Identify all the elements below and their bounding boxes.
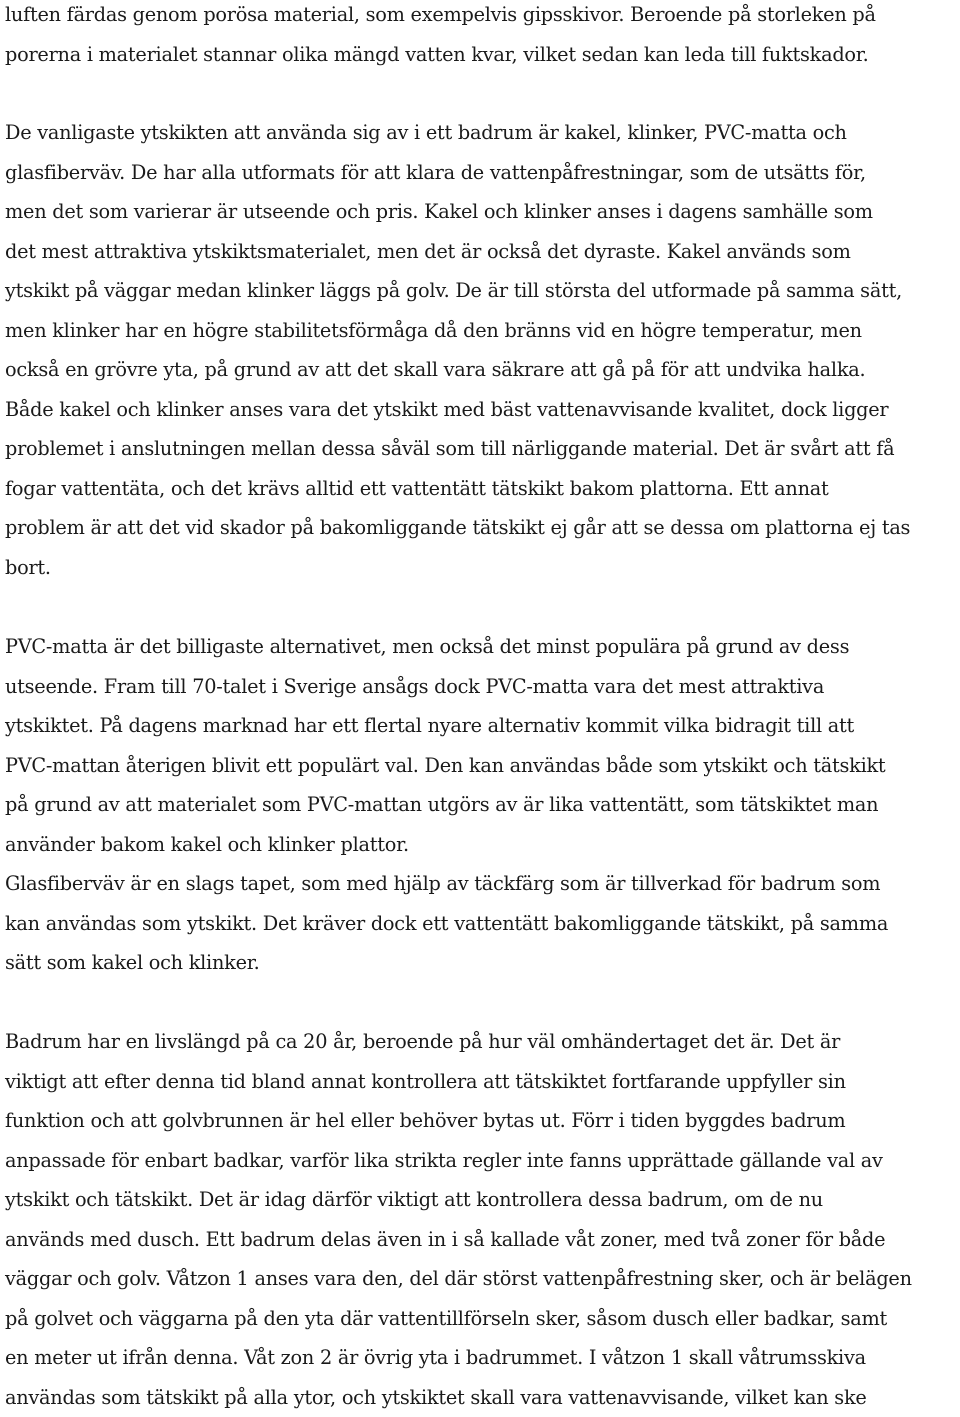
- text-line: på golvet och väggarna på den yta där vattentillförseln sker, såsom dusch eller badkar, samt: [5, 1299, 960, 1339]
- text-line: porerna i materialet stannar olika mängd vatten kvar, vilket sedan kan leda till fuktskador.: [5, 35, 960, 75]
- text-line: men det som varierar är utseende och pris. Kakel och klinker anses i dagens samhälle som: [5, 192, 960, 232]
- text-line: utseende. Fram till 70-talet i Sverige ansågs dock PVC-matta vara det mest attraktiva: [5, 667, 960, 707]
- paragraph-pvc-glassfiber: [5, 627, 960, 983]
- text-line: ytskiktet. På dagens marknad har ett flertal nyare alternativ kommit vilka bidragit till att: [5, 706, 960, 746]
- text-line: Glasfiberväv är en slags tapet, som med hjälp av täckfärg som är tillverkad för badrum som: [5, 864, 960, 904]
- text-line: Både kakel och klinker anses vara det ytskikt med bäst vattenavvisande kvalitet, dock ligger: [5, 390, 960, 430]
- paragraph-surface-layers: [5, 113, 960, 587]
- text-line: kan användas som ytskikt. Det kräver dock ett vattentätt bakomliggande tätskikt, på samma: [5, 904, 960, 944]
- text-line: luften färdas genom porösa material, som exempelvis gipsskivor. Beroende på storleken på: [5, 0, 960, 35]
- text-line: användas som tätskikt på alla ytor, och ytskiktet skall vara vattenavvisande, vilket kan ske: [5, 1378, 960, 1417]
- text-line: De vanligaste ytskikten att använda sig av i ett badrum är kakel, klinker, PVC-matta och: [5, 113, 960, 153]
- text-line: men klinker har en högre stabilitetsförmåga då den bränns vid en högre temperatur, men: [5, 311, 960, 351]
- text-line: problemet i anslutningen mellan dessa såväl som till närliggande material. Det är svårt att få: [5, 429, 960, 469]
- text-line: bort.: [5, 548, 960, 588]
- text-line: fogar vattentäta, och det krävs alltid ett vattentätt tätskikt bakom plattorna. Ett annat: [5, 469, 960, 509]
- text-line: glasfiberväv. De har alla utformats för att klara de vattenpåfrestningar, som de utsätts för,: [5, 153, 960, 193]
- text-line: det mest attraktiva ytskiktsmaterialet, men det är också det dyraste. Kakel används som: [5, 232, 960, 272]
- paragraph-bathroom-lifespan: [5, 1022, 960, 1417]
- text-line: funktion och att golvbrunnen är hel eller behöver bytas ut. Förr i tiden byggdes badrum: [5, 1101, 960, 1141]
- text-line: problem är att det vid skador på bakomliggande tätskikt ej går att se dessa om plattorna ej tas: [5, 508, 960, 548]
- text-line: en meter ut ifrån denna. Våt zon 2 är övrig yta i badrummet. I våtzon 1 skall våtrumsskiva: [5, 1338, 960, 1378]
- text-line: anpassade för enbart badkar, varför lika strikta regler inte fanns upprättade gällande val av: [5, 1141, 960, 1181]
- text-line: använder bakom kakel och klinker plattor.: [5, 825, 960, 865]
- text-line: PVC-mattan återigen blivit ett populärt val. Den kan användas både som ytskikt och tätskikt: [5, 746, 960, 786]
- text-line: ytskikt på väggar medan klinker läggs på golv. De är till största del utformade på samma sätt,: [5, 271, 960, 311]
- text-line: viktigt att efter denna tid bland annat kontrollera att tätskiktet fortfarande uppfyller sin: [5, 1062, 960, 1102]
- text-line: används med dusch. Ett badrum delas även in i så kallade våt zoner, med två zoner för både: [5, 1220, 960, 1260]
- text-line: på grund av att materialet som PVC-mattan utgörs av är lika vattentätt, som tätskiktet man: [5, 785, 960, 825]
- text-line: sätt som kakel och klinker.: [5, 943, 960, 983]
- text-line: ytskikt och tätskikt. Det är idag därför viktigt att kontrollera dessa badrum, om de nu: [5, 1180, 960, 1220]
- text-line: PVC-matta är det billigaste alternativet, men också det minst populära på grund av dess: [5, 627, 960, 667]
- text-line: väggar och golv. Våtzon 1 anses vara den, del där störst vattenpåfrestning sker, och är belägen: [5, 1259, 960, 1299]
- paragraph-pore-moisture: [5, 0, 960, 74]
- text-line: Badrum har en livslängd på ca 20 år, beroende på hur väl omhändertaget det är. Det är: [5, 1022, 960, 1062]
- text-line: också en grövre yta, på grund av att det skall vara säkrare att gå på för att undvika halka.: [5, 350, 960, 390]
